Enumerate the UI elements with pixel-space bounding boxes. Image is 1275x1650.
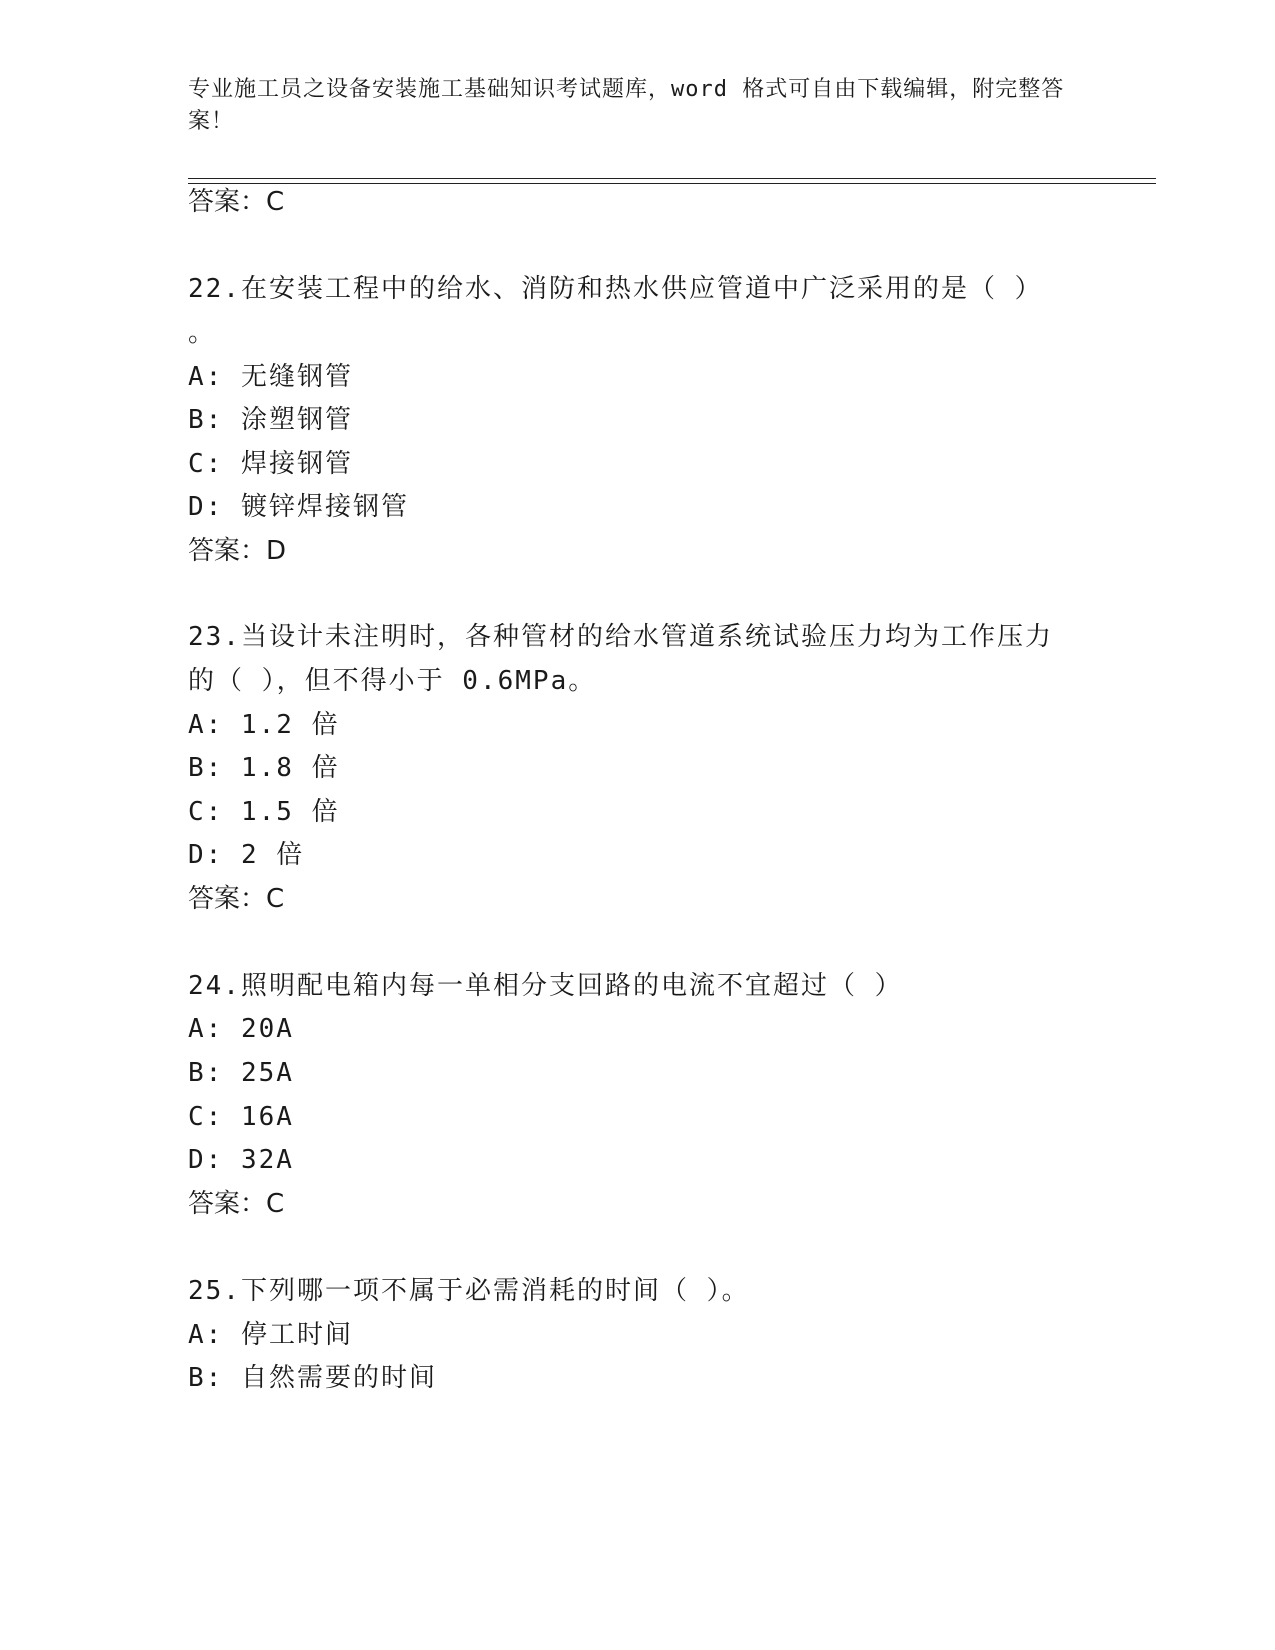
question-24-option-c: C: 16A bbox=[188, 1102, 294, 1132]
question-23-answer: 答案：C bbox=[188, 884, 285, 914]
question-22-option-a: A: 无缝钢管 bbox=[188, 362, 353, 392]
question-23-stem-line1: 23.当设计未注明时，各种管材的给水管道系统试验压力均为工作压力 bbox=[188, 622, 1053, 652]
question-24-option-b: B: 25A bbox=[188, 1058, 294, 1088]
question-23-option-c: C: 1.5 倍 bbox=[188, 797, 340, 827]
question-23-option-a: A: 1.2 倍 bbox=[188, 710, 340, 740]
question-22-stem-line1: 22.在安装工程中的给水、消防和热水供应管道中广泛采用的是（ ） bbox=[188, 274, 1043, 304]
question-24-stem-line1: 24.照明配电箱内每一单相分支回路的电流不宜超过（ ） bbox=[188, 971, 903, 1001]
question-22-answer: 答案：D bbox=[188, 536, 287, 566]
question-25-option-b: B: 自然需要的时间 bbox=[188, 1363, 437, 1393]
question-25-option-a: A: 停工时间 bbox=[188, 1320, 353, 1350]
question-24-answer: 答案：C bbox=[188, 1189, 285, 1219]
question-25-stem-line1: 25.下列哪一项不属于必需消耗的时间（ ）。 bbox=[188, 1276, 750, 1306]
question-24-option-a: A: 20A bbox=[188, 1014, 294, 1044]
question-22-option-b: B: 涂塑钢管 bbox=[188, 405, 353, 435]
question-24-option-d: D: 32A bbox=[188, 1145, 294, 1175]
question-22-stem-line2: 。 bbox=[188, 318, 217, 348]
question-23-option-b: B: 1.8 倍 bbox=[188, 753, 340, 783]
document-header: 专业施工员之设备安装施工基础知识考试题库，word 格式可自由下载编辑，附完整答案！ bbox=[188, 77, 1065, 134]
header-divider-bottom bbox=[188, 183, 1156, 184]
question-22-option-c: C: 焊接钢管 bbox=[188, 449, 353, 479]
header-divider-top bbox=[188, 178, 1156, 179]
question-23-option-d: D: 2 倍 bbox=[188, 840, 305, 870]
question-22-option-d: D: 镀锌焊接钢管 bbox=[188, 492, 409, 522]
question-23-stem-line2: 的（ ），但不得小于 0.6MPa。 bbox=[188, 666, 597, 696]
previous-answer: 答案：C bbox=[188, 187, 285, 217]
